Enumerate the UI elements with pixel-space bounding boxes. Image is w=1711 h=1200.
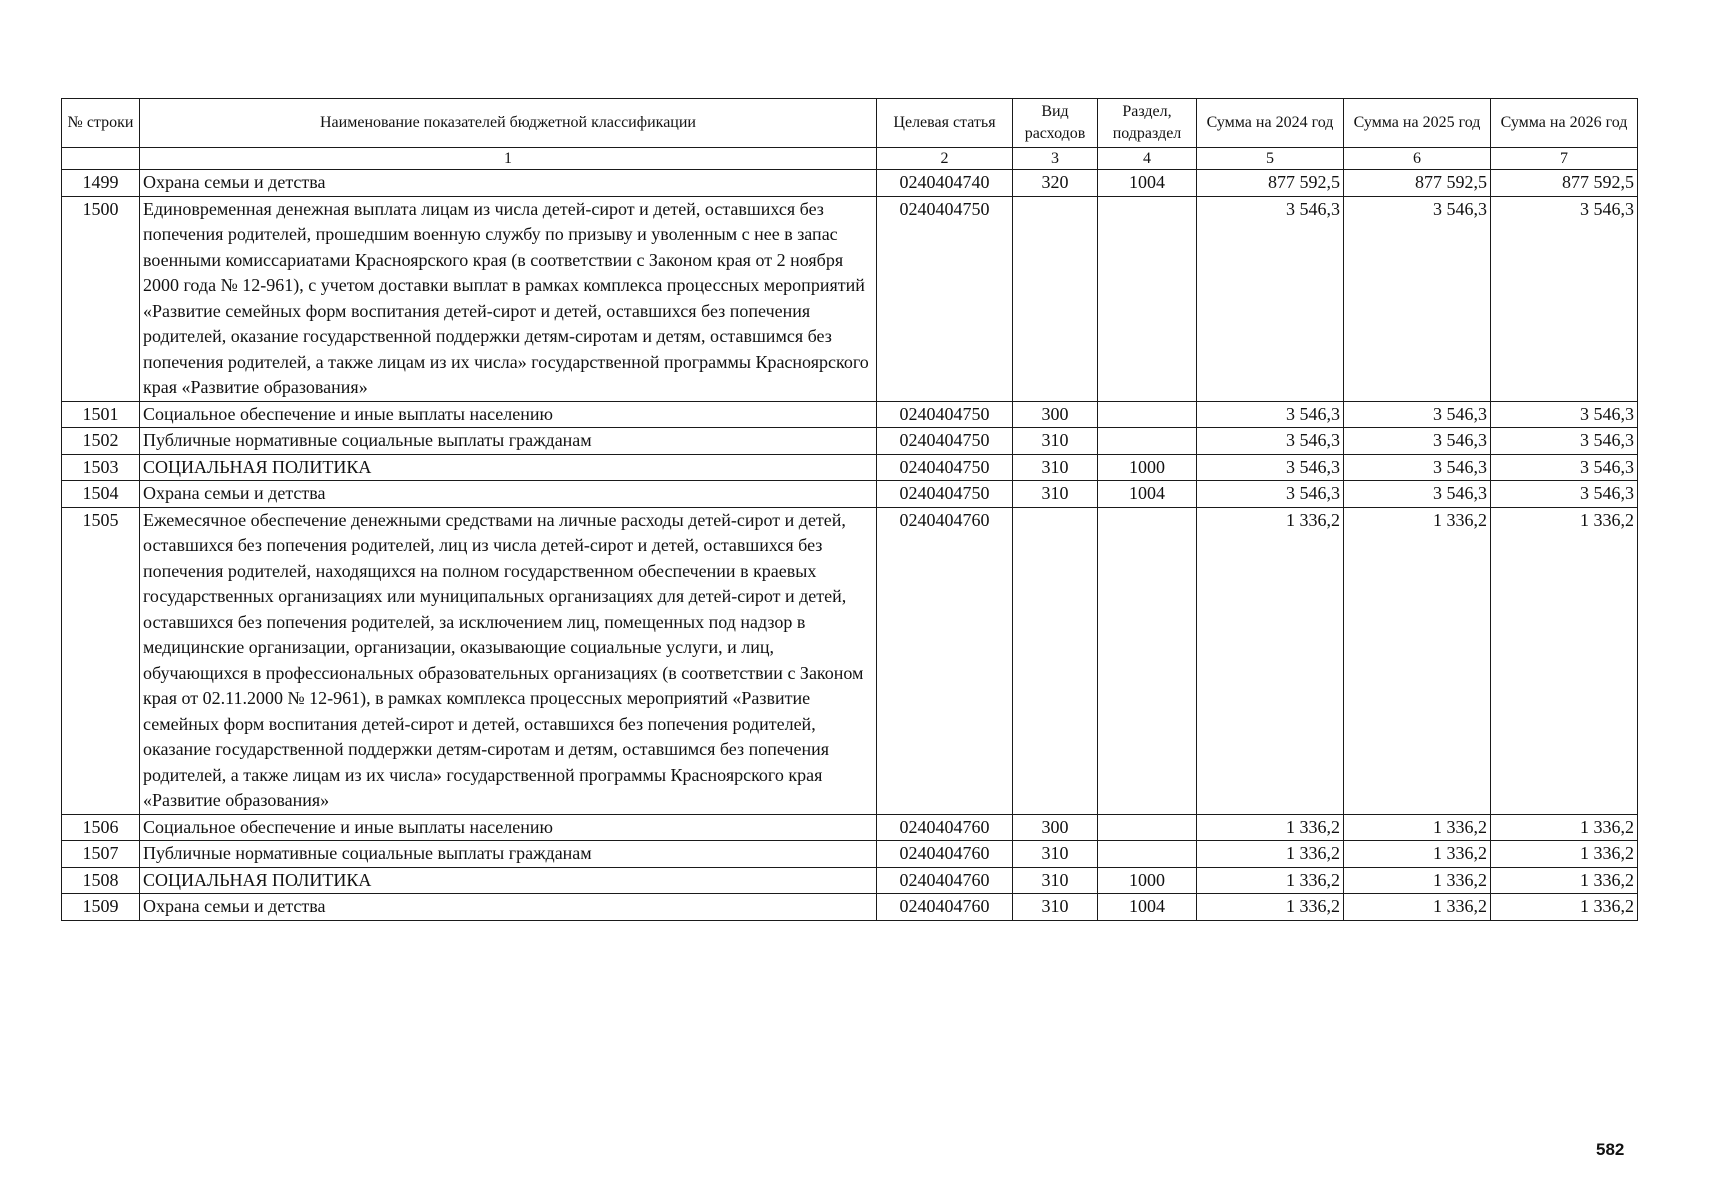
- column-number: 1: [140, 148, 877, 170]
- header-section: Раздел, подраздел: [1098, 99, 1197, 148]
- column-number: 6: [1344, 148, 1491, 170]
- row-target: 0240404760: [877, 867, 1013, 894]
- row-sum-2026: 1 336,2: [1491, 814, 1638, 841]
- table-row: [62, 507, 1638, 814]
- row-target: 0240404740: [877, 170, 1013, 197]
- row-name: Публичные нормативные социальные выплаты гражданам: [140, 428, 877, 455]
- row-name: СОЦИАЛЬНАЯ ПОЛИТИКА: [140, 454, 877, 481]
- row-sum-2024: 3 546,3: [1197, 454, 1344, 481]
- row-target: 0240404750: [877, 196, 1013, 401]
- row-sum-2024: 3 546,3: [1197, 481, 1344, 508]
- row-number: 1503: [62, 454, 140, 481]
- header-row-no: № строки: [62, 99, 140, 148]
- row-number: 1507: [62, 841, 140, 868]
- row-number: 1499: [62, 170, 140, 197]
- row-section: [1098, 814, 1197, 841]
- budget-table: [61, 98, 1638, 921]
- header-target: Целевая статья: [877, 99, 1013, 148]
- row-sum-2025: 1 336,2: [1344, 867, 1491, 894]
- table-row: [62, 841, 1638, 868]
- row-target: 0240404750: [877, 454, 1013, 481]
- row-expense-type: [1013, 507, 1098, 814]
- row-expense-type: 310: [1013, 867, 1098, 894]
- row-sum-2024: 877 592,5: [1197, 170, 1344, 197]
- row-sum-2024: 1 336,2: [1197, 867, 1344, 894]
- row-section: 1004: [1098, 894, 1197, 921]
- row-sum-2025: 3 546,3: [1344, 454, 1491, 481]
- row-name: Охрана семьи и детства: [140, 894, 877, 921]
- row-number: 1506: [62, 814, 140, 841]
- row-sum-2025: 3 546,3: [1344, 428, 1491, 455]
- row-sum-2026: 1 336,2: [1491, 894, 1638, 921]
- table-header-row: [62, 99, 1638, 148]
- row-sum-2025: 1 336,2: [1344, 507, 1491, 814]
- row-number: 1502: [62, 428, 140, 455]
- table-row: [62, 170, 1638, 197]
- row-sum-2025: 1 336,2: [1344, 894, 1491, 921]
- column-number: 5: [1197, 148, 1344, 170]
- row-expense-type: 310: [1013, 841, 1098, 868]
- row-name: СОЦИАЛЬНАЯ ПОЛИТИКА: [140, 867, 877, 894]
- column-numbers-row: [62, 148, 1638, 170]
- row-sum-2026: 3 546,3: [1491, 481, 1638, 508]
- row-target: 0240404760: [877, 507, 1013, 814]
- row-sum-2026: 3 546,3: [1491, 428, 1638, 455]
- row-name: Публичные нормативные социальные выплаты гражданам: [140, 841, 877, 868]
- row-name: Охрана семьи и детства: [140, 481, 877, 508]
- header-sum-2025: Сумма на 2025 год: [1344, 99, 1491, 148]
- row-section: 1000: [1098, 867, 1197, 894]
- table-row: [62, 454, 1638, 481]
- table-row: [62, 814, 1638, 841]
- row-number: 1501: [62, 401, 140, 428]
- row-sum-2025: 3 546,3: [1344, 481, 1491, 508]
- row-sum-2025: 3 546,3: [1344, 401, 1491, 428]
- row-sum-2025: 1 336,2: [1344, 841, 1491, 868]
- row-sum-2026: 1 336,2: [1491, 841, 1638, 868]
- table-row: [62, 428, 1638, 455]
- header-expense-type: Вид расходов: [1013, 99, 1098, 148]
- row-sum-2024: 3 546,3: [1197, 196, 1344, 401]
- row-expense-type: 310: [1013, 454, 1098, 481]
- table-row: [62, 481, 1638, 508]
- row-sum-2025: 1 336,2: [1344, 814, 1491, 841]
- column-number: 7: [1491, 148, 1638, 170]
- row-target: 0240404760: [877, 894, 1013, 921]
- row-number: 1505: [62, 507, 140, 814]
- row-expense-type: [1013, 196, 1098, 401]
- row-section: [1098, 428, 1197, 455]
- row-section: [1098, 196, 1197, 401]
- header-sum-2024: Сумма на 2024 год: [1197, 99, 1344, 148]
- row-number: 1500: [62, 196, 140, 401]
- row-section: 1004: [1098, 170, 1197, 197]
- row-section: 1000: [1098, 454, 1197, 481]
- row-number: 1508: [62, 867, 140, 894]
- row-sum-2024: 1 336,2: [1197, 841, 1344, 868]
- header-name: Наименование показателей бюджетной классификации: [140, 99, 877, 148]
- row-name: Единовременная денежная выплата лицам из числа детей-сирот и детей, оставшихся без попечения родителей, прошедшим военную службу по призыву и уволенным с нее в запас военными комиссариатами Красноярского края (в соответствии с Законом края от 2 ноября 2000 года № 12-961), с учетом доставки выплат в рамках комплекса процессных мероприятий «Развитие семейных форм воспитания детей-сирот и детей, оставшихся без попечения родителей, оказание государственной поддержки детям-сиротам и детям, оставшимся без попечения родителей, а также лицам из их числа» государственной программы Красноярского края «Развитие образования»: [140, 196, 877, 401]
- column-number: [62, 148, 140, 170]
- row-sum-2026: 877 592,5: [1491, 170, 1638, 197]
- row-target: 0240404750: [877, 401, 1013, 428]
- row-target: 0240404750: [877, 481, 1013, 508]
- row-sum-2025: 3 546,3: [1344, 196, 1491, 401]
- row-expense-type: 310: [1013, 428, 1098, 455]
- row-expense-type: 310: [1013, 894, 1098, 921]
- row-sum-2026: 3 546,3: [1491, 401, 1638, 428]
- budget-table-sheet: [61, 98, 1637, 921]
- row-expense-type: 320: [1013, 170, 1098, 197]
- row-sum-2024: 3 546,3: [1197, 428, 1344, 455]
- row-sum-2026: 1 336,2: [1491, 867, 1638, 894]
- row-sum-2025: 877 592,5: [1344, 170, 1491, 197]
- page-number: 582: [1596, 1140, 1625, 1159]
- table-row: [62, 867, 1638, 894]
- row-sum-2024: 1 336,2: [1197, 507, 1344, 814]
- row-number: 1509: [62, 894, 140, 921]
- row-section: 1004: [1098, 481, 1197, 508]
- header-sum-2026: Сумма на 2026 год: [1491, 99, 1638, 148]
- table-row: [62, 894, 1638, 921]
- row-section: [1098, 841, 1197, 868]
- row-section: [1098, 507, 1197, 814]
- row-target: 0240404750: [877, 428, 1013, 455]
- row-expense-type: 300: [1013, 814, 1098, 841]
- row-expense-type: 300: [1013, 401, 1098, 428]
- table-row: [62, 196, 1638, 401]
- row-sum-2024: 1 336,2: [1197, 894, 1344, 921]
- row-sum-2026: 3 546,3: [1491, 454, 1638, 481]
- column-number: 4: [1098, 148, 1197, 170]
- row-number: 1504: [62, 481, 140, 508]
- row-sum-2024: 1 336,2: [1197, 814, 1344, 841]
- row-section: [1098, 401, 1197, 428]
- column-number: 3: [1013, 148, 1098, 170]
- row-sum-2026: 1 336,2: [1491, 507, 1638, 814]
- table-row: [62, 401, 1638, 428]
- row-name: Охрана семьи и детства: [140, 170, 877, 197]
- row-target: 0240404760: [877, 814, 1013, 841]
- row-sum-2024: 3 546,3: [1197, 401, 1344, 428]
- column-number: 2: [877, 148, 1013, 170]
- row-expense-type: 310: [1013, 481, 1098, 508]
- row-name: Ежемесячное обеспечение денежными средствами на личные расходы детей-сирот и детей, оставшихся без попечения родителей, лиц из числа детей-сирот и детей, оставшихся без попечения родителей, находящихся на полном государственном обеспечении в краевых государственных организациях или муниципальных организациях для детей-сирот и детей, оставшихся без попечения родителей, за исключением лиц, помещенных под надзор в медицинские организации, организации, оказывающие социальные услуги, и лиц, обучающихся в профессиональных образовательных организациях (в соответствии с Законом края от 02.11.2000 № 12-961), в рамках комплекса процессных мероприятий «Развитие семейных форм воспитания детей-сирот и детей, оставшихся без попечения родителей, оказание государственной поддержки детям-сиротам и детям, оставшимся без попечения родителей, а также лицам из их числа» государственной программы Красноярского края «Развитие образования»: [140, 507, 877, 814]
- row-target: 0240404760: [877, 841, 1013, 868]
- row-name: Социальное обеспечение и иные выплаты населению: [140, 401, 877, 428]
- row-sum-2026: 3 546,3: [1491, 196, 1638, 401]
- row-name: Социальное обеспечение и иные выплаты населению: [140, 814, 877, 841]
